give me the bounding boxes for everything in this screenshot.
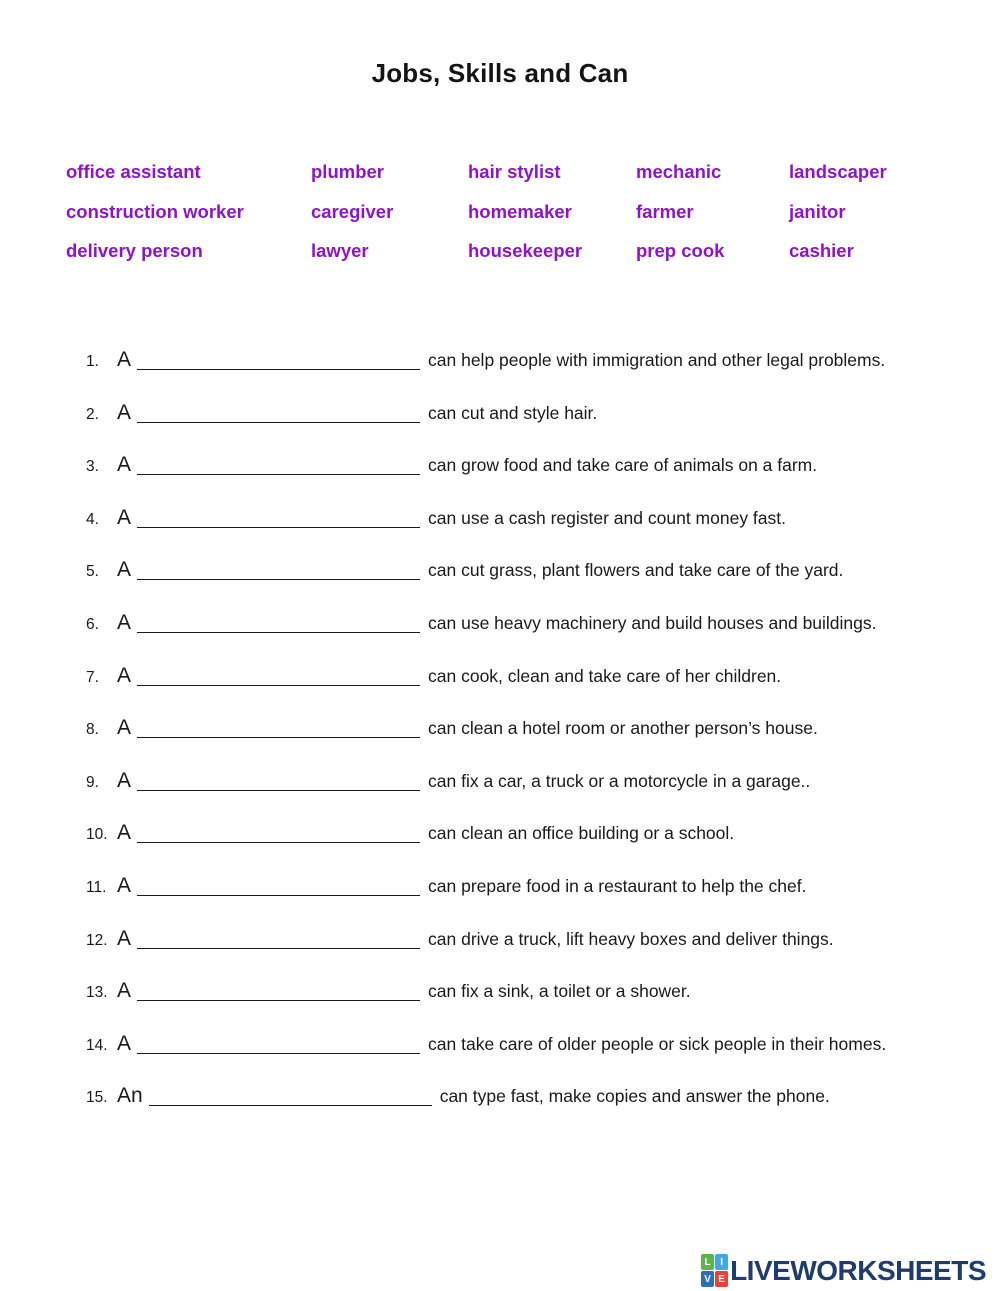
word-bank-term: mechanic — [636, 161, 722, 182]
item-number: 13. — [86, 984, 108, 1002]
word-bank-term: office assistant — [66, 161, 201, 182]
item-article: A — [117, 768, 132, 792]
item-sentence: can prepare food in a restaurant to help the chef. — [428, 875, 807, 896]
word-bank-term: construction worker — [66, 200, 244, 222]
exercise-item — [86, 821, 1000, 844]
page-title: Jobs, Skills and Can — [371, 58, 629, 88]
answer-blank[interactable] — [137, 457, 420, 475]
word-bank-term: hair stylist — [468, 161, 561, 182]
item-article: A — [117, 821, 132, 845]
exercise-item — [86, 927, 1000, 950]
word-bank-term: janitor — [789, 200, 846, 222]
answer-blank[interactable] — [137, 405, 420, 423]
exercise-item — [86, 558, 1000, 581]
item-number: 7. — [86, 668, 99, 686]
answer-blank[interactable] — [137, 510, 420, 528]
answer-blank[interactable] — [137, 562, 420, 580]
answer-blank[interactable] — [137, 615, 420, 633]
exercise-item — [86, 979, 1000, 1002]
word-bank-term: cashier — [789, 240, 854, 261]
item-sentence: can use heavy machinery and build houses and buildings. — [428, 612, 877, 633]
word-bank-term: landscaper — [789, 161, 887, 182]
word-bank-term: homemaker — [468, 200, 572, 222]
item-article: A — [117, 348, 132, 371]
item-sentence: can clean a hotel room or another person’s house. — [428, 718, 818, 739]
exercise-item — [86, 1032, 1000, 1055]
word-bank-term: prep cook — [636, 240, 725, 261]
item-number: 1. — [86, 353, 99, 370]
item-number: 12. — [86, 931, 108, 949]
answer-blank[interactable] — [137, 983, 420, 1001]
exercise-item — [86, 401, 1000, 424]
item-article: A — [117, 716, 132, 740]
logo-wordmark: LIVEWORKSHEETS — [730, 1254, 986, 1286]
item-number: 2. — [86, 405, 99, 423]
item-article: A — [117, 558, 132, 582]
answer-blank[interactable] — [137, 668, 420, 686]
answer-blank[interactable] — [137, 773, 420, 791]
item-number: 8. — [86, 721, 99, 739]
item-sentence: can use a cash register and count money fast. — [428, 507, 786, 528]
exercise-item — [86, 664, 1000, 687]
liveworksheets-logo-icon — [701, 1254, 728, 1287]
answer-blank[interactable] — [137, 720, 420, 738]
item-article: A — [117, 400, 132, 424]
item-number: 5. — [86, 563, 99, 581]
item-number: 11. — [86, 878, 107, 896]
item-article: A — [117, 663, 132, 687]
exercise-item — [86, 453, 1000, 476]
liveworksheets-logo[interactable] — [701, 1254, 986, 1287]
item-number: 3. — [86, 458, 99, 476]
exercise-item — [86, 769, 1000, 792]
item-number: 9. — [86, 773, 99, 791]
answer-blank[interactable] — [137, 825, 420, 843]
answer-blank[interactable] — [149, 1088, 432, 1106]
item-sentence: can help people with immigration and other legal problems. — [428, 350, 886, 370]
exercise-item — [86, 348, 1000, 371]
answer-blank[interactable] — [137, 352, 420, 370]
logo-square-l: L — [701, 1254, 714, 1270]
item-article: An — [117, 1084, 143, 1108]
item-sentence: can cut grass, plant flowers and take care of the yard. — [428, 560, 844, 581]
item-article: A — [117, 873, 132, 897]
exercise-list — [0, 348, 1000, 1107]
item-article: A — [117, 610, 132, 634]
item-sentence: can type fast, make copies and answer the phone. — [439, 1086, 830, 1107]
answer-blank[interactable] — [137, 878, 420, 896]
word-bank-term: lawyer — [311, 240, 369, 261]
word-bank — [66, 161, 1000, 262]
item-sentence: can cook, clean and take care of her children. — [428, 665, 782, 686]
item-sentence: can clean an office building or a school. — [428, 823, 735, 844]
exercise-item — [86, 611, 1000, 634]
word-bank-term: farmer — [636, 200, 694, 222]
item-article: A — [117, 1031, 132, 1055]
exercise-item — [86, 506, 1000, 529]
item-sentence: can grow food and take care of animals on a farm. — [428, 455, 818, 476]
item-number: 10. — [86, 826, 108, 844]
item-sentence: can drive a truck, lift heavy boxes and deliver things. — [428, 928, 834, 949]
item-sentence: can fix a car, a truck or a motorcycle in a garage.. — [428, 770, 811, 791]
item-article: A — [117, 979, 132, 1003]
answer-blank[interactable] — [137, 931, 420, 949]
word-bank-term: plumber — [311, 161, 384, 182]
item-article: A — [117, 453, 132, 477]
item-number: 6. — [86, 615, 99, 633]
item-number: 4. — [86, 510, 99, 528]
exercise-item — [86, 1084, 1000, 1107]
answer-blank[interactable] — [137, 1036, 420, 1054]
item-article: A — [117, 926, 132, 950]
item-number: 14. — [86, 1036, 108, 1054]
exercise-item — [86, 716, 1000, 739]
item-number: 15. — [86, 1089, 108, 1107]
logo-square-i: I — [715, 1254, 728, 1270]
word-bank-term: caregiver — [311, 200, 394, 222]
item-sentence: can take care of older people or sick people in their homes. — [428, 1033, 887, 1054]
item-article: A — [117, 505, 132, 529]
logo-square-v: V — [701, 1271, 714, 1287]
logo-square-e: E — [715, 1271, 728, 1287]
exercise-item — [86, 874, 1000, 897]
item-sentence: can fix a sink, a toilet or a shower. — [428, 981, 691, 1002]
word-bank-term: delivery person — [66, 240, 203, 261]
word-bank-term: housekeeper — [468, 240, 583, 261]
item-sentence: can cut and style hair. — [428, 402, 598, 423]
